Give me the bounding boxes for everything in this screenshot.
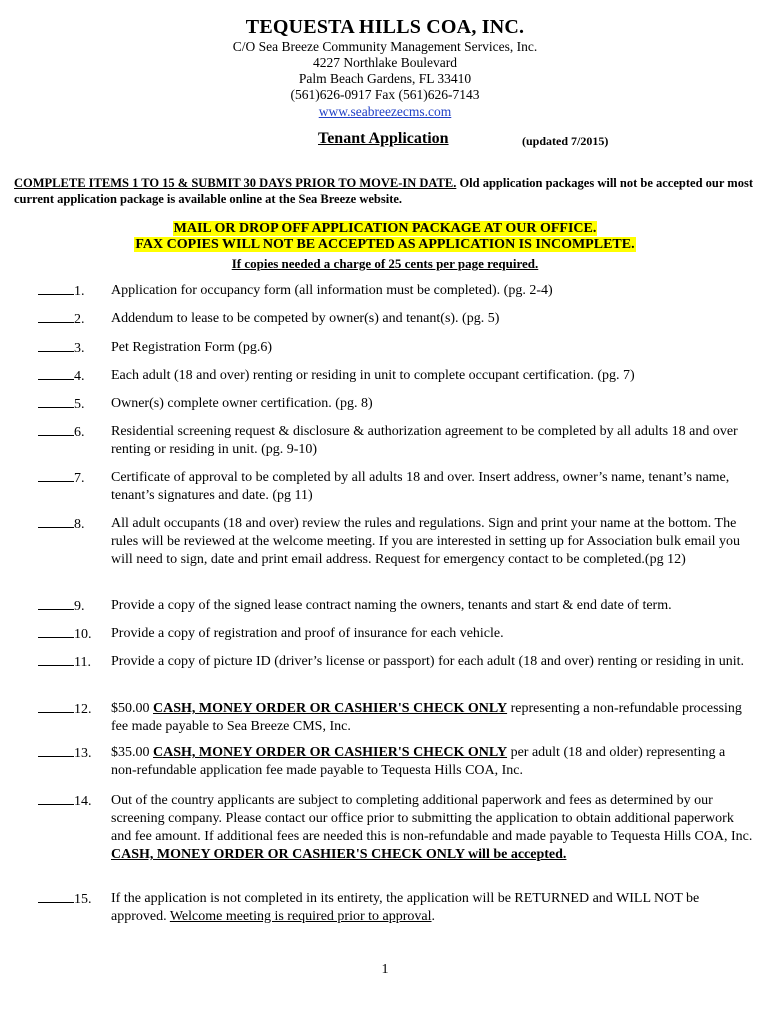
item-text <box>111 792 753 864</box>
item-text: Provide a copy of registration and proof of insurance for each vehicle. <box>111 626 504 641</box>
fee-description: per adult (18 and older) representing a non-refundable application fee made payable to Tequesta Hills COA, Inc. <box>111 745 726 778</box>
address-line-phone: (561)626-0917 Fax (561)626-7143 <box>290 87 480 102</box>
item-text: Pet Registration Form (pg.6) <box>111 340 272 355</box>
item-number: 12. <box>74 702 92 717</box>
fee-description: representing a non-refundable processing fee made payable to Sea Breeze CMS, Inc. <box>111 701 742 734</box>
fee-amount: $50.00 <box>111 701 153 716</box>
application-title: Tenant Application <box>318 130 449 147</box>
checkbox-blank[interactable] <box>38 890 74 903</box>
item-number: 6. <box>74 425 85 440</box>
notice-fax <box>0 237 770 253</box>
checkbox-blank[interactable] <box>38 282 74 295</box>
item-number: 9. <box>74 599 85 614</box>
checkbox-blank[interactable] <box>38 310 74 323</box>
address-line-street: 4227 Northlake Boulevard <box>313 55 457 70</box>
item-number: 15. <box>74 892 92 907</box>
item-number: 1. <box>74 284 85 299</box>
item-text: Application for occupancy form (all information must be completed). (pg. 2-4) <box>111 283 553 298</box>
address-line-company: C/O Sea Breeze Community Management Services, Inc. <box>232 39 538 54</box>
item-number: 3. <box>74 341 85 356</box>
payment-method-emphasis: CASH, MONEY ORDER OR CASHIER'S CHECK ONLY <box>153 701 508 716</box>
checkbox-blank[interactable] <box>38 792 74 805</box>
checkbox-blank[interactable] <box>38 625 74 638</box>
item-text: Each adult (18 and over) renting or residing in unit to complete occupant certification. (pg. 7) <box>111 368 635 383</box>
payment-method-emphasis: CASH, MONEY ORDER OR CASHIER'S CHECK ONLY <box>153 745 508 760</box>
item-body: If the application is not completed in its entirety, the application will be RETURNED and WILL NOT be approved. <box>111 891 700 924</box>
updated-date: (updated 7/2015) <box>522 134 609 148</box>
checkbox-blank[interactable] <box>38 597 74 610</box>
checkbox-blank[interactable] <box>38 395 74 408</box>
checkbox-blank[interactable] <box>38 423 74 436</box>
item-number: 10. <box>74 627 92 642</box>
item-text: Provide a copy of picture ID (driver’s license or passport) for each adult (18 and over) renting or residing in unit. <box>111 654 745 669</box>
checkbox-blank[interactable] <box>38 469 74 482</box>
item-text: Owner(s) complete owner certification. (pg. 8) <box>111 396 373 411</box>
address-line-city: Palm Beach Gardens, FL 33410 <box>298 71 472 86</box>
item-body: Out of the country applicants are subject to completing additional paperwork and fees as determined by our screening company. Please contact our office prior to submitting the application to obtain additional paperwork and fee amount. If additional fees are needed this is non-refundable and made payable to Tequesta Hills COA, Inc. <box>111 793 753 844</box>
notice-copies: If copies needed a charge of 25 cents per page required. <box>231 256 539 271</box>
item-text: Provide a copy of the signed lease contract naming the owners, tenants and start & end date of term. <box>111 598 672 613</box>
item-text: Addendum to lease to be competed by owner(s) and tenant(s). (pg. 5) <box>111 311 500 326</box>
website-link[interactable]: www.seabreezecms.com <box>318 104 452 119</box>
payment-method-emphasis: CASH, MONEY ORDER OR CASHIER'S CHECK ONLY will be accepted. <box>111 847 567 862</box>
notice-mail <box>0 221 770 237</box>
checkbox-blank[interactable] <box>38 367 74 380</box>
intro-instructions <box>14 175 754 207</box>
org-title: TEQUESTA HILLS COA, INC. <box>245 16 525 38</box>
item-number: 11. <box>74 655 91 670</box>
item-number: 14. <box>74 794 92 809</box>
item-number: 8. <box>74 517 85 532</box>
item-number: 7. <box>74 471 85 486</box>
intro-deadline: COMPLETE ITEMS 1 TO 15 & SUBMIT 30 DAYS PRIOR TO MOVE-IN DATE. <box>14 176 457 190</box>
item-tail: . <box>431 909 436 924</box>
notice-mail-text: MAIL OR DROP OFF APPLICATION PACKAGE AT OUR OFFICE. <box>173 221 597 236</box>
item-text <box>111 700 753 736</box>
checkbox-blank[interactable] <box>38 515 74 528</box>
checkbox-blank[interactable] <box>38 339 74 352</box>
item-number: 4. <box>74 369 85 384</box>
checkbox-blank[interactable] <box>38 744 74 757</box>
notice-fax-text: FAX COPIES WILL NOT BE ACCEPTED AS APPLICATION IS INCOMPLETE. <box>135 237 635 252</box>
fee-amount: $35.00 <box>111 745 153 760</box>
checkbox-blank[interactable] <box>38 653 74 666</box>
page-number: 1 <box>381 962 389 977</box>
checkbox-blank[interactable] <box>38 700 74 713</box>
item-text: Certificate of approval to be completed by all adults 18 and over. Insert address, owner’s name, tenant’s name, tenant’s signatures and date. (pg 11) <box>111 470 730 503</box>
item-text <box>111 890 753 926</box>
intro-rest: Old application packages will not be accepted our most current application package is available online at the Sea Breeze website. <box>14 176 753 206</box>
item-number: 5. <box>74 397 85 412</box>
welcome-meeting-requirement: Welcome meeting is required prior to approval <box>169 909 432 924</box>
item-text: All adult occupants (18 and over) review the rules and regulations. Sign and print your name at the bottom. The rules will be reviewed at the welcome meeting. If you are interested in setting up for Association bulk email you will need to sign, date and print email address. Request for emergency contact to be completed.(pg 12) <box>111 516 741 567</box>
item-text <box>111 744 753 780</box>
item-number: 2. <box>74 312 85 327</box>
item-text: Residential screening request & disclosure & authorization agreement to be completed by all adults 18 and over renting or residing in unit. (pg. 9-10) <box>111 424 738 457</box>
item-number: 13. <box>74 746 92 761</box>
